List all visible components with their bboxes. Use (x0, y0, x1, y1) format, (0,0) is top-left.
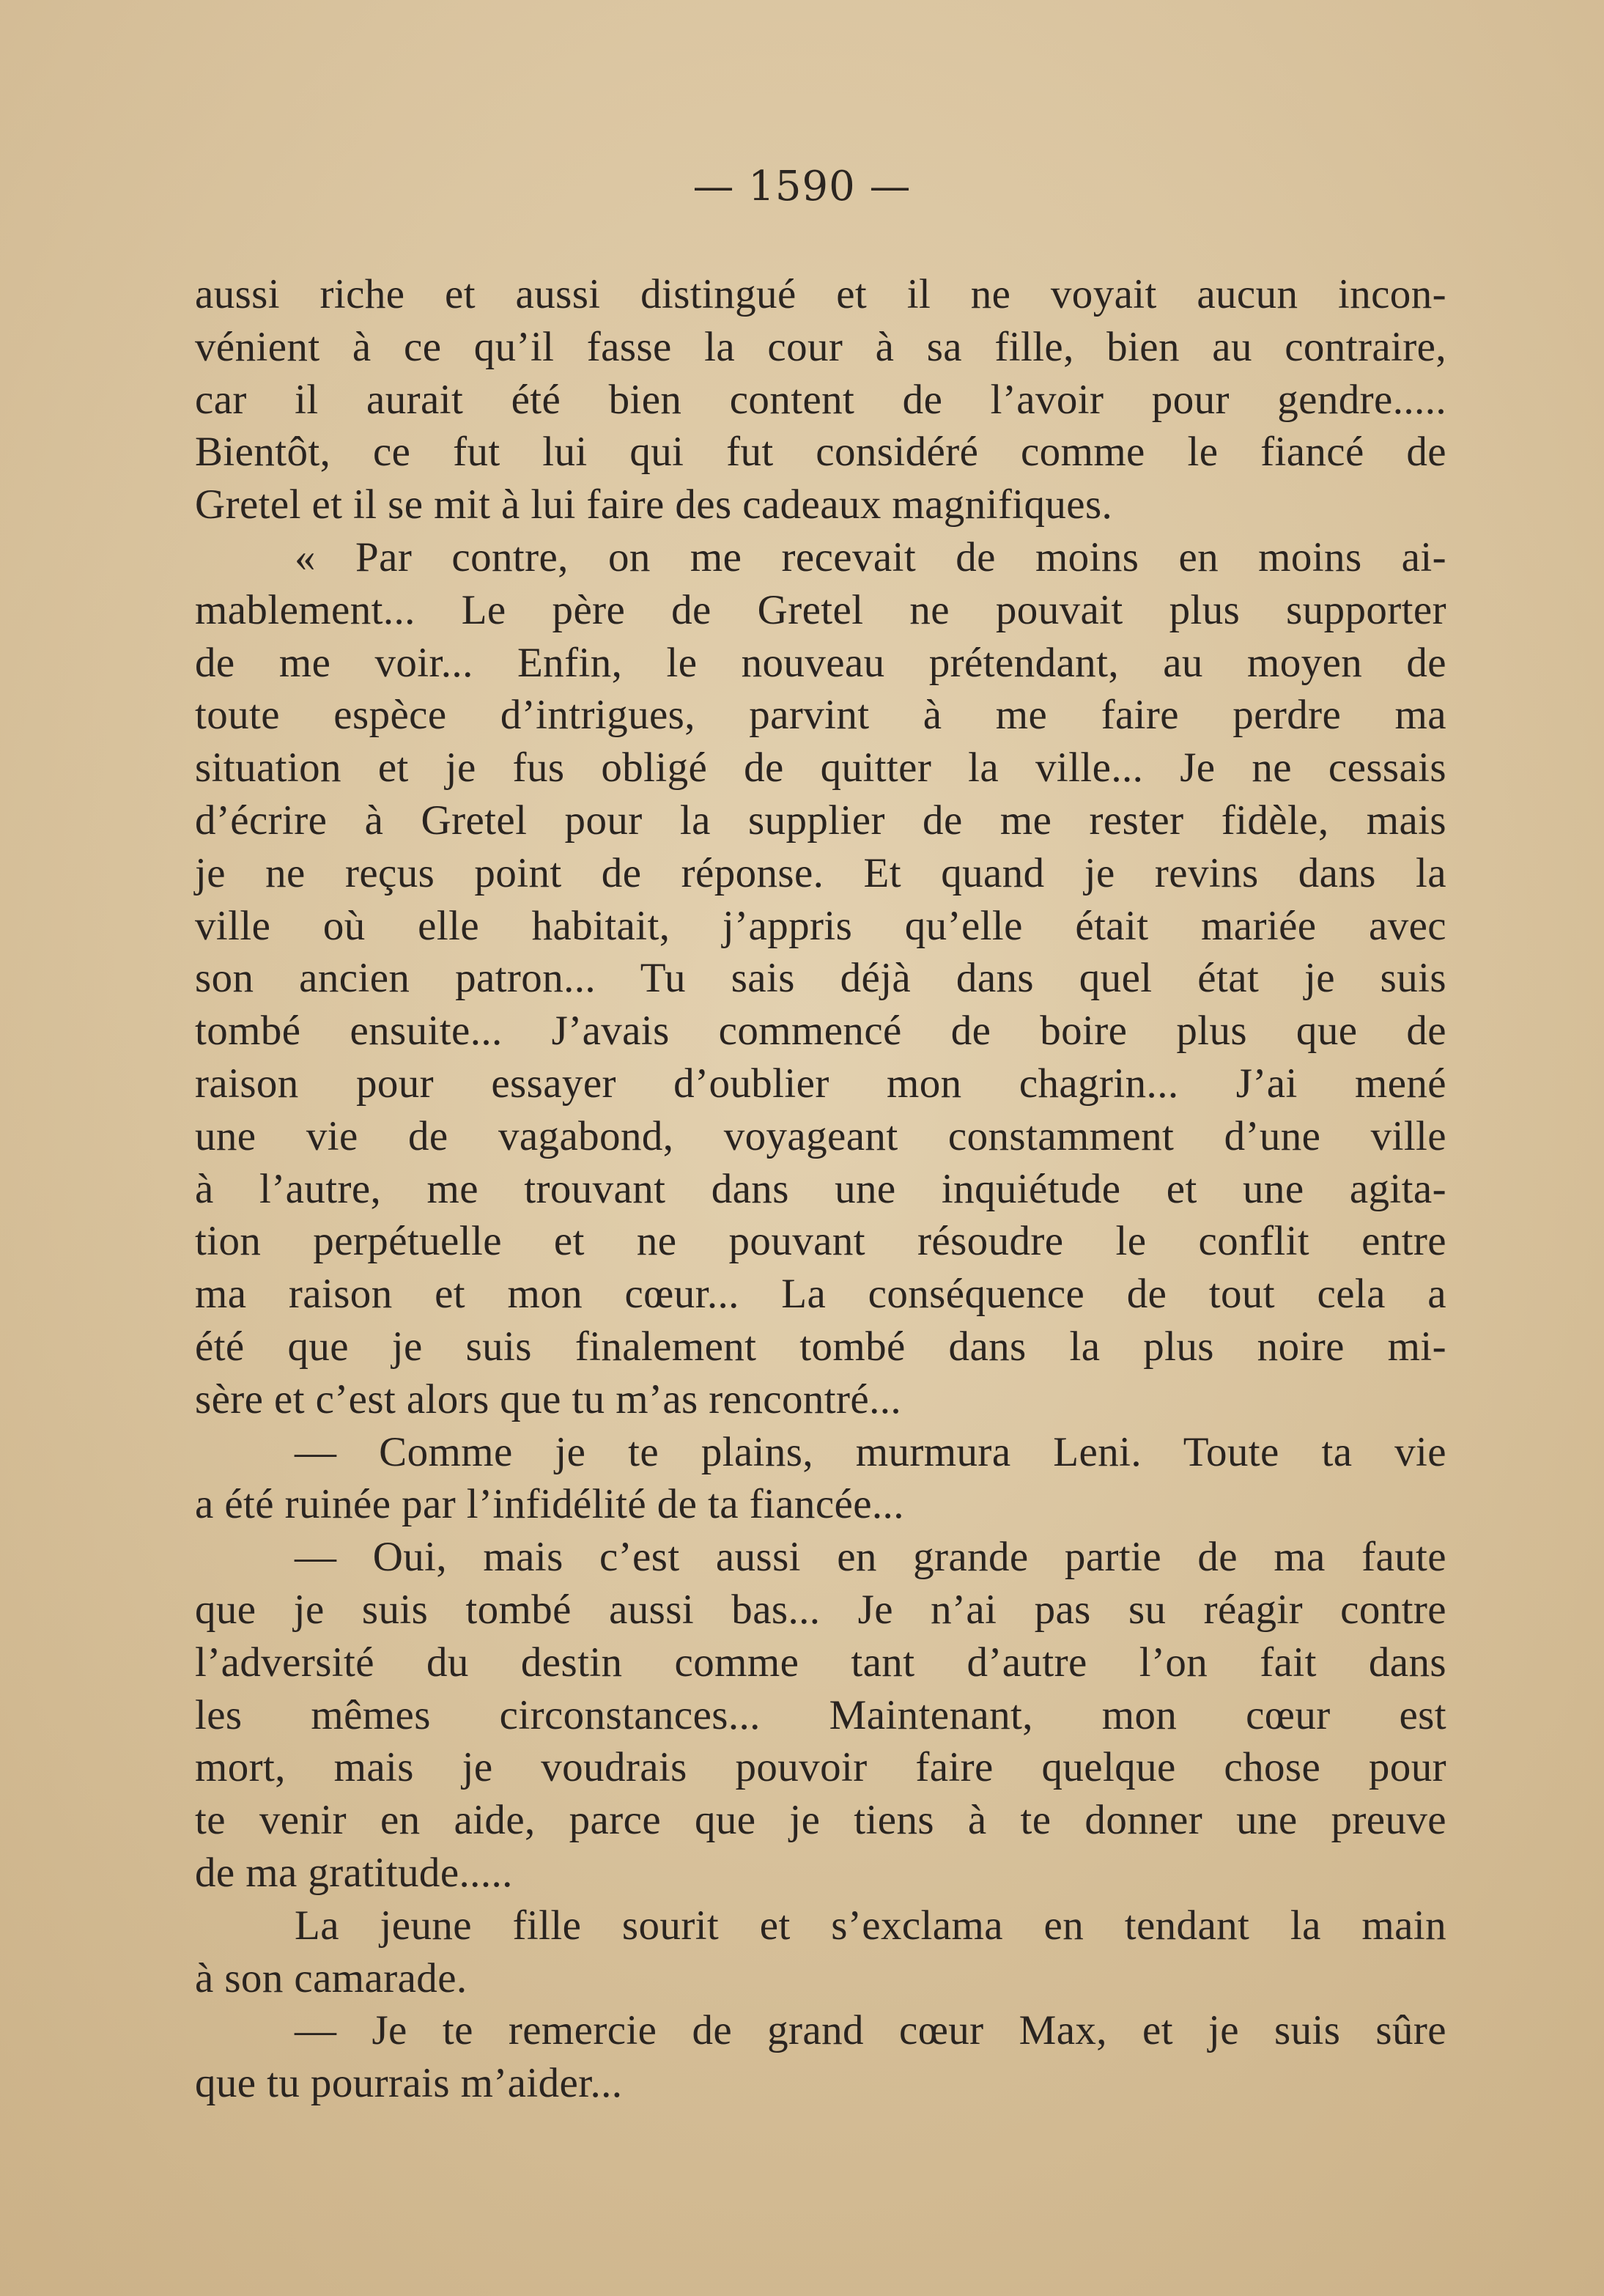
text-line: aussi riche et aussi distingué et il ne voyait aucun incon- (195, 271, 1446, 317)
text-line: mablement... Le père de Gretel ne pouvait plus supporter (195, 586, 1446, 633)
text-line: les mêmes circonstances... Maintenant, mon cœur est (195, 1691, 1446, 1738)
text-line: son ancien patron... Tu sais déjà dans quel état je suis (195, 955, 1446, 1002)
text-line: te venir en aide, parce que je tiens à te donner une preuve (195, 1797, 1446, 1844)
text-line: de me voir... Enfin, le nouveau prétendant, au moyen de (195, 639, 1446, 686)
text-line: que tu pourrais m’aider... (195, 2060, 623, 2107)
body-text (195, 268, 1446, 2110)
text-line: « Par contre, on me recevait de moins en moins ai- (295, 534, 1446, 580)
text-line: d’écrire à Gretel pour la supplier de me rester fidèle, mais (195, 797, 1446, 844)
text-line: je ne reçus point de réponse. Et quand je revins dans la (195, 849, 1446, 896)
text-line: a été ruinée par l’infidélité de ta fiancée... (195, 1481, 904, 1528)
text-line: Bientôt, ce fut lui qui fut considéré comme le fiancé de (195, 429, 1446, 476)
text-line: — Oui, mais c’est aussi en grande partie de ma faute (295, 1534, 1446, 1581)
page-number: — 1590 — (692, 163, 912, 210)
text-line: tombé ensuite... J’avais commencé de boire plus que de (195, 1008, 1446, 1055)
text-line: toute espèce d’intrigues, parvint à me faire perdre ma (195, 692, 1446, 739)
text-line: vénient à ce qu’il fasse la cour à sa fille, bien au contraire, (195, 323, 1446, 370)
text-line: car il aurait été bien content de l’avoir pour gendre..... (195, 376, 1446, 423)
text-line: sère et c’est alors que tu m’as rencontré... (195, 1376, 902, 1422)
text-line: de ma gratitude..... (195, 1849, 513, 1896)
text-line: Gretel et il se mit à lui faire des cadeaux magnifiques. (195, 481, 1113, 528)
text-line: ville où elle habitait, j’appris qu’elle était mariée avec (195, 902, 1446, 949)
text-line: La jeune fille sourit et s’exclama en tendant la main (295, 1902, 1446, 1949)
text-line: raison pour essayer d’oublier mon chagrin... J’ai mené (195, 1060, 1446, 1107)
text-line: une vie de vagabond, voyageant constamment d’une ville (195, 1112, 1446, 1159)
text-line: tion perpétuelle et ne pouvant résoudre le conflit entre (195, 1218, 1446, 1265)
text-line: situation et je fus obligé de quitter la ville... Je ne cessais (195, 745, 1446, 791)
text-line: ma raison et mon cœur... La conséquence de tout cela a (195, 1271, 1446, 1318)
text-line: l’adversité du destin comme tant d’autre l’on fait dans (195, 1639, 1446, 1686)
text-line: été que je suis finalement tombé dans la plus noire mi- (195, 1323, 1446, 1370)
text-line: à l’autre, me trouvant dans une inquiétude et une agita- (195, 1165, 1446, 1212)
text-line: — Comme je te plains, murmura Leni. Toute ta vie (295, 1428, 1446, 1475)
text-line: — Je te remercie de grand cœur Max, et je suis sûre (295, 2007, 1446, 2054)
text-line: à son camarade. (195, 1954, 467, 2001)
text-line: que je suis tombé aussi bas... Je n’ai pas su réagir contre (195, 1586, 1446, 1633)
text-line: mort, mais je voudrais pouvoir faire quelque chose pour (195, 1744, 1446, 1791)
